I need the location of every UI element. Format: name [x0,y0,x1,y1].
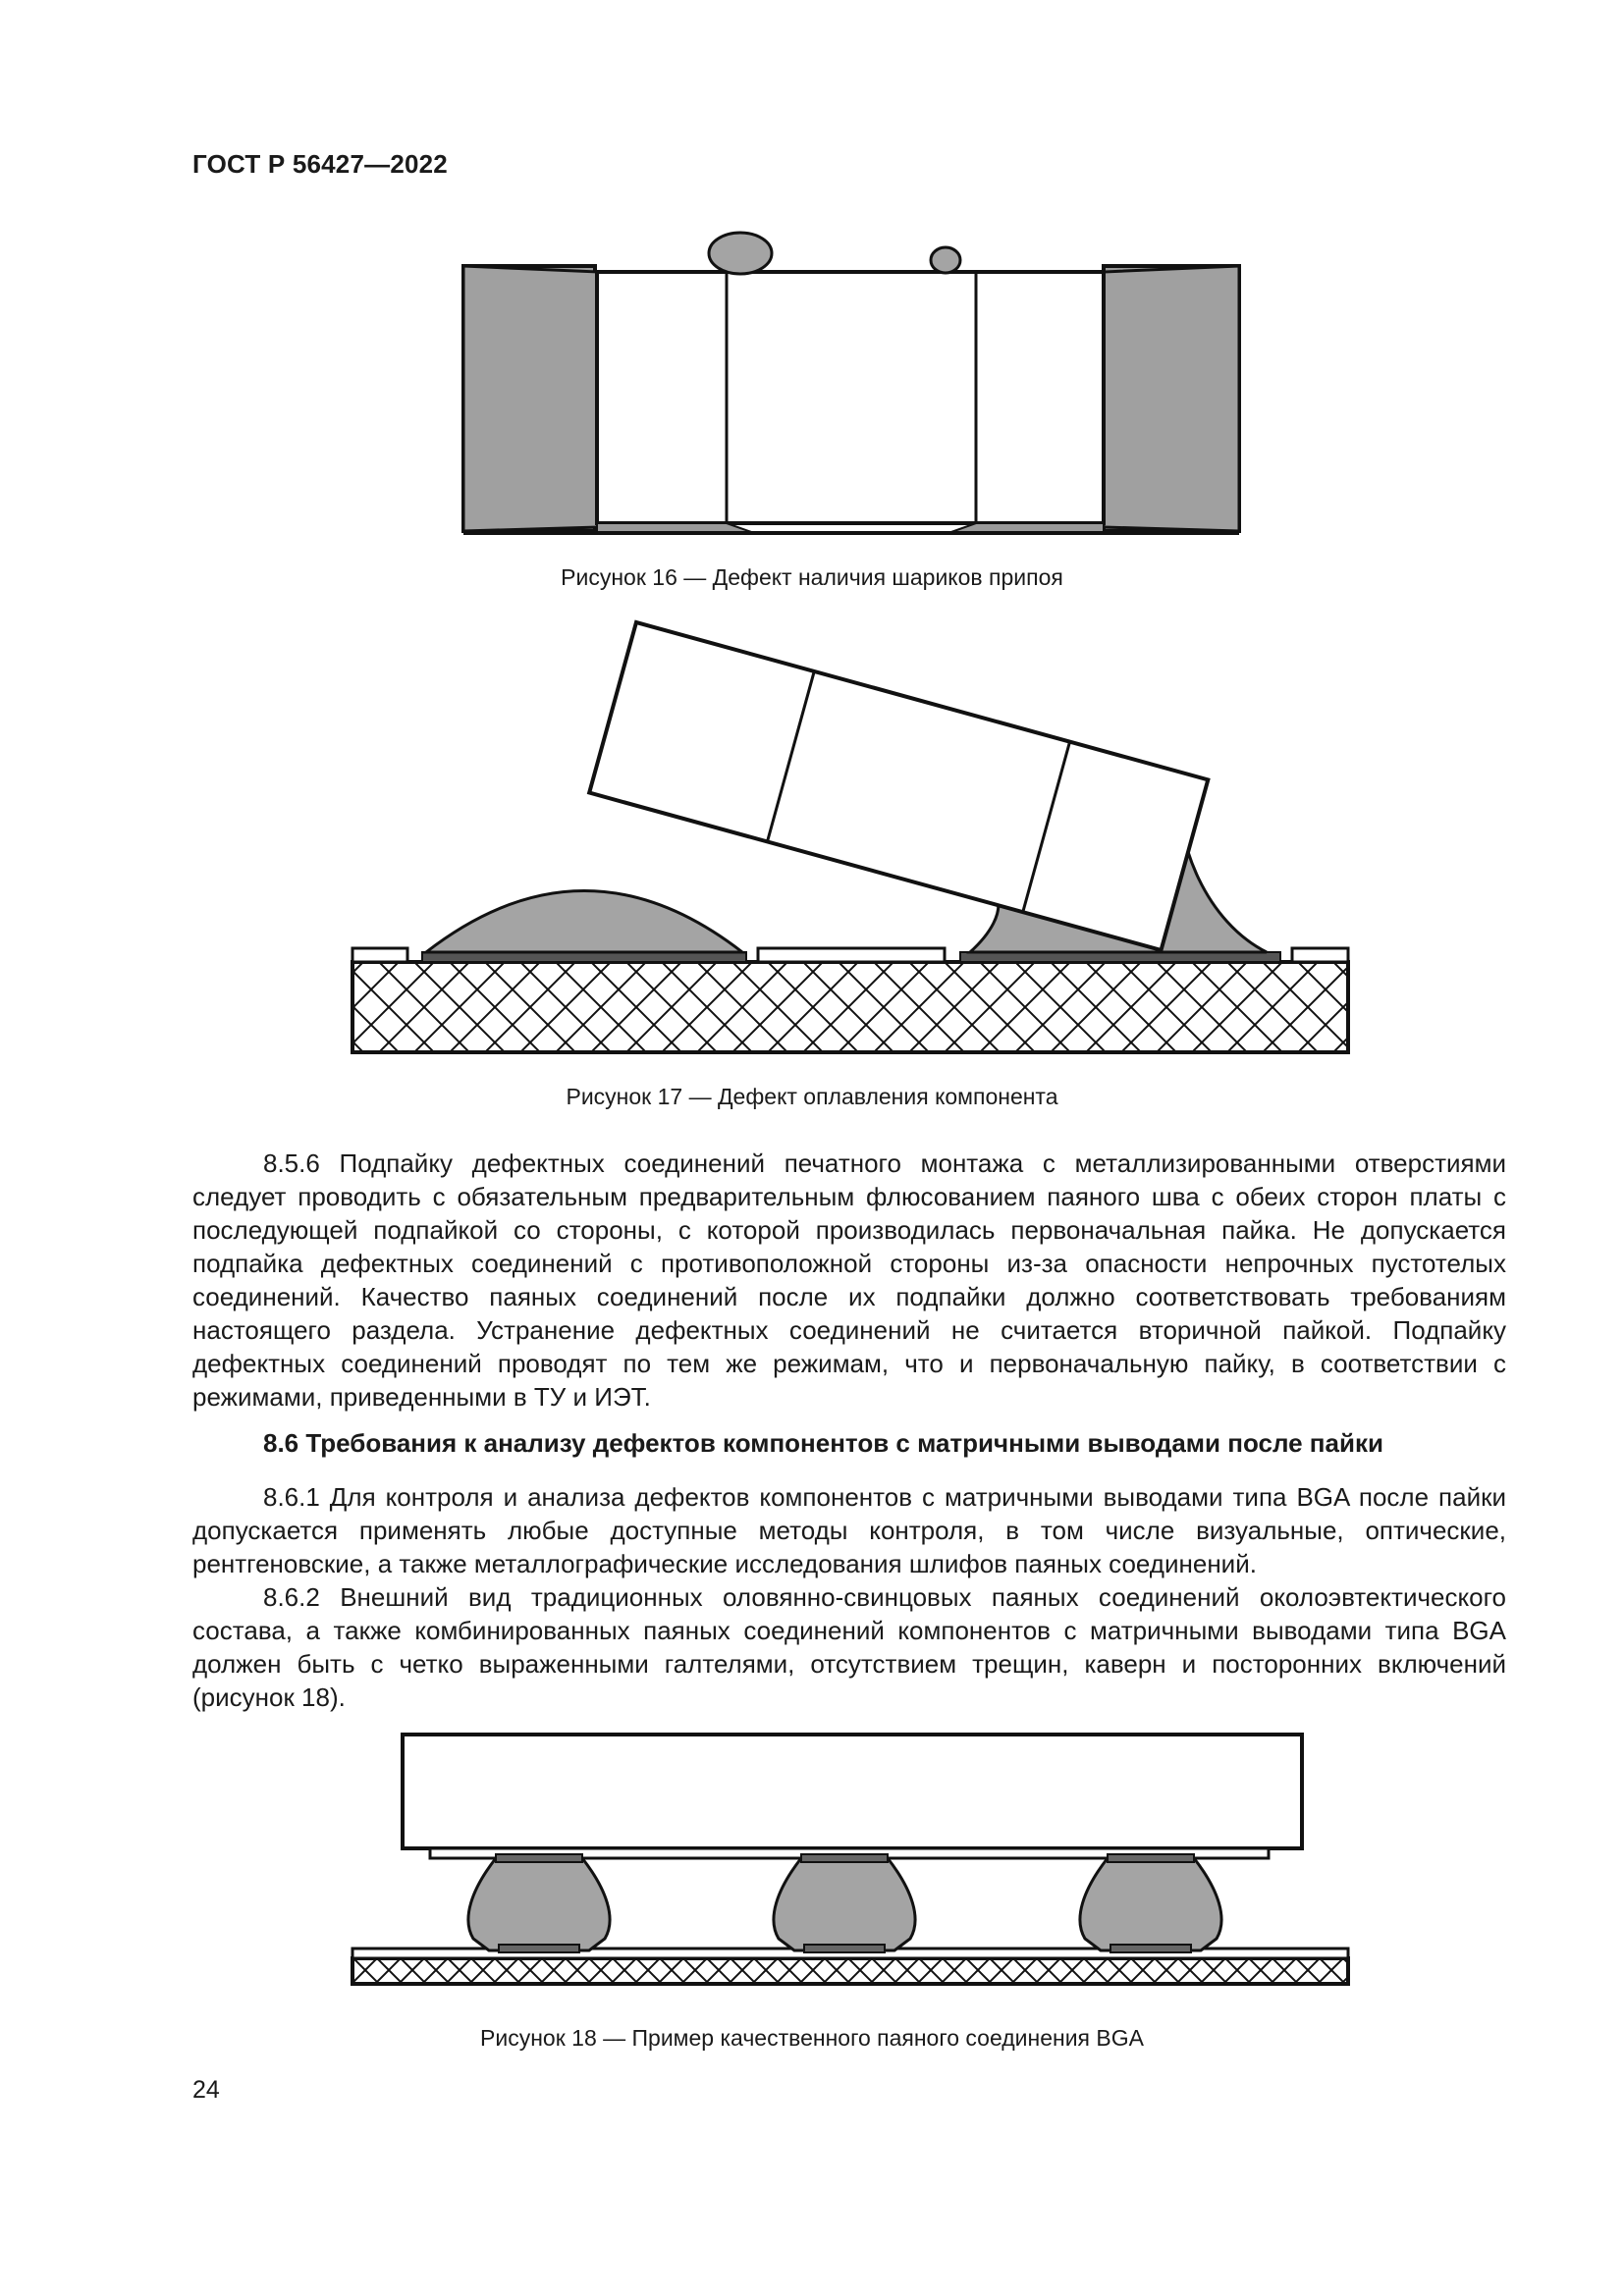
figure-17 [0,618,1624,1060]
bga-ball-3 [1080,1854,1221,1952]
component-body [597,272,1104,523]
paragraph-8-5-6-text: 8.5.6 Подпайку дефектных соединений печатного монтажа с металлизированными отверстиями следует проводить с обязательным предварительным флюсованием паяного шва с обеих сторон платы с последующей подпайкой со стороны, с которой производилась первоначальная пайка. Не допускается подпайка дефектных соединений с противоположной стороны из-за опасности непрочных пустотелых соединений. Качество паяных соединений после их подпайки должно соответствовать требованиям настоящего раздела. Устранение дефектных соединений не считается вторичной пайкой. Подпайку дефектных соединений проводят по тем же режимам, что и первоначальную пайку, в соответствии с режимами, приведенными в ТУ и ИЭТ. [192,1148,1506,1412]
page-number: 24 [192,2076,220,2104]
figure-16-drawing [0,221,1624,545]
figure-18-caption: Рисунок 18 — Пример качественного паяного соединения BGA [480,2025,1144,2051]
figure-18 [0,1723,1624,1993]
paragraphs-8-6 [192,1480,1506,1714]
document-header: ГОСТ Р 56427—2022 [192,149,448,179]
bga-ball-1 [468,1854,610,1952]
figure-16-caption: Рисунок 16 — Дефект наличия шариков припоя [561,564,1063,590]
pcb-board [352,962,1348,1052]
solder-ball-large [709,233,772,274]
figure-18-drawing [0,1723,1624,1993]
bga-package [403,1735,1302,1848]
figure-17-caption: Рисунок 17 — Дефект оплавления компонента [566,1084,1058,1109]
figure-16 [0,221,1624,545]
tilted-component [589,622,1208,950]
figure-17-drawing [0,618,1624,1060]
section-8-6-title: 8.6 Требования к анализу дефектов компонентов с матричными выводами после пайки [263,1428,1383,1458]
solder-ball-small [931,247,960,273]
bga-ball-2 [774,1854,915,1952]
paragraph-8-6-1-text: 8.6.1 Для контроля и анализа дефектов компонентов с матричными выводами типа BGA после пайки допускается применять любые доступные методы контроля, в том числе визуальные, оптические, рентгеновские, а также металлографические исследования шлифов паяных соединений. [192,1482,1506,1578]
paragraph-8-5-6 [192,1147,1506,1414]
pcb-board [352,1958,1348,1984]
paragraph-8-6-2-text: 8.6.2 Внешний вид традиционных оловянно-свинцовых паяных соединений околоэвтектического состава, а также комбинированных паяных соединений компонентов с матричными выводами типа BGA должен быть с четко выраженными галтелями, отсутствием трещин, каверн и посторонних включений (рисунок 18). [192,1582,1506,1712]
solder-dome [426,891,742,953]
